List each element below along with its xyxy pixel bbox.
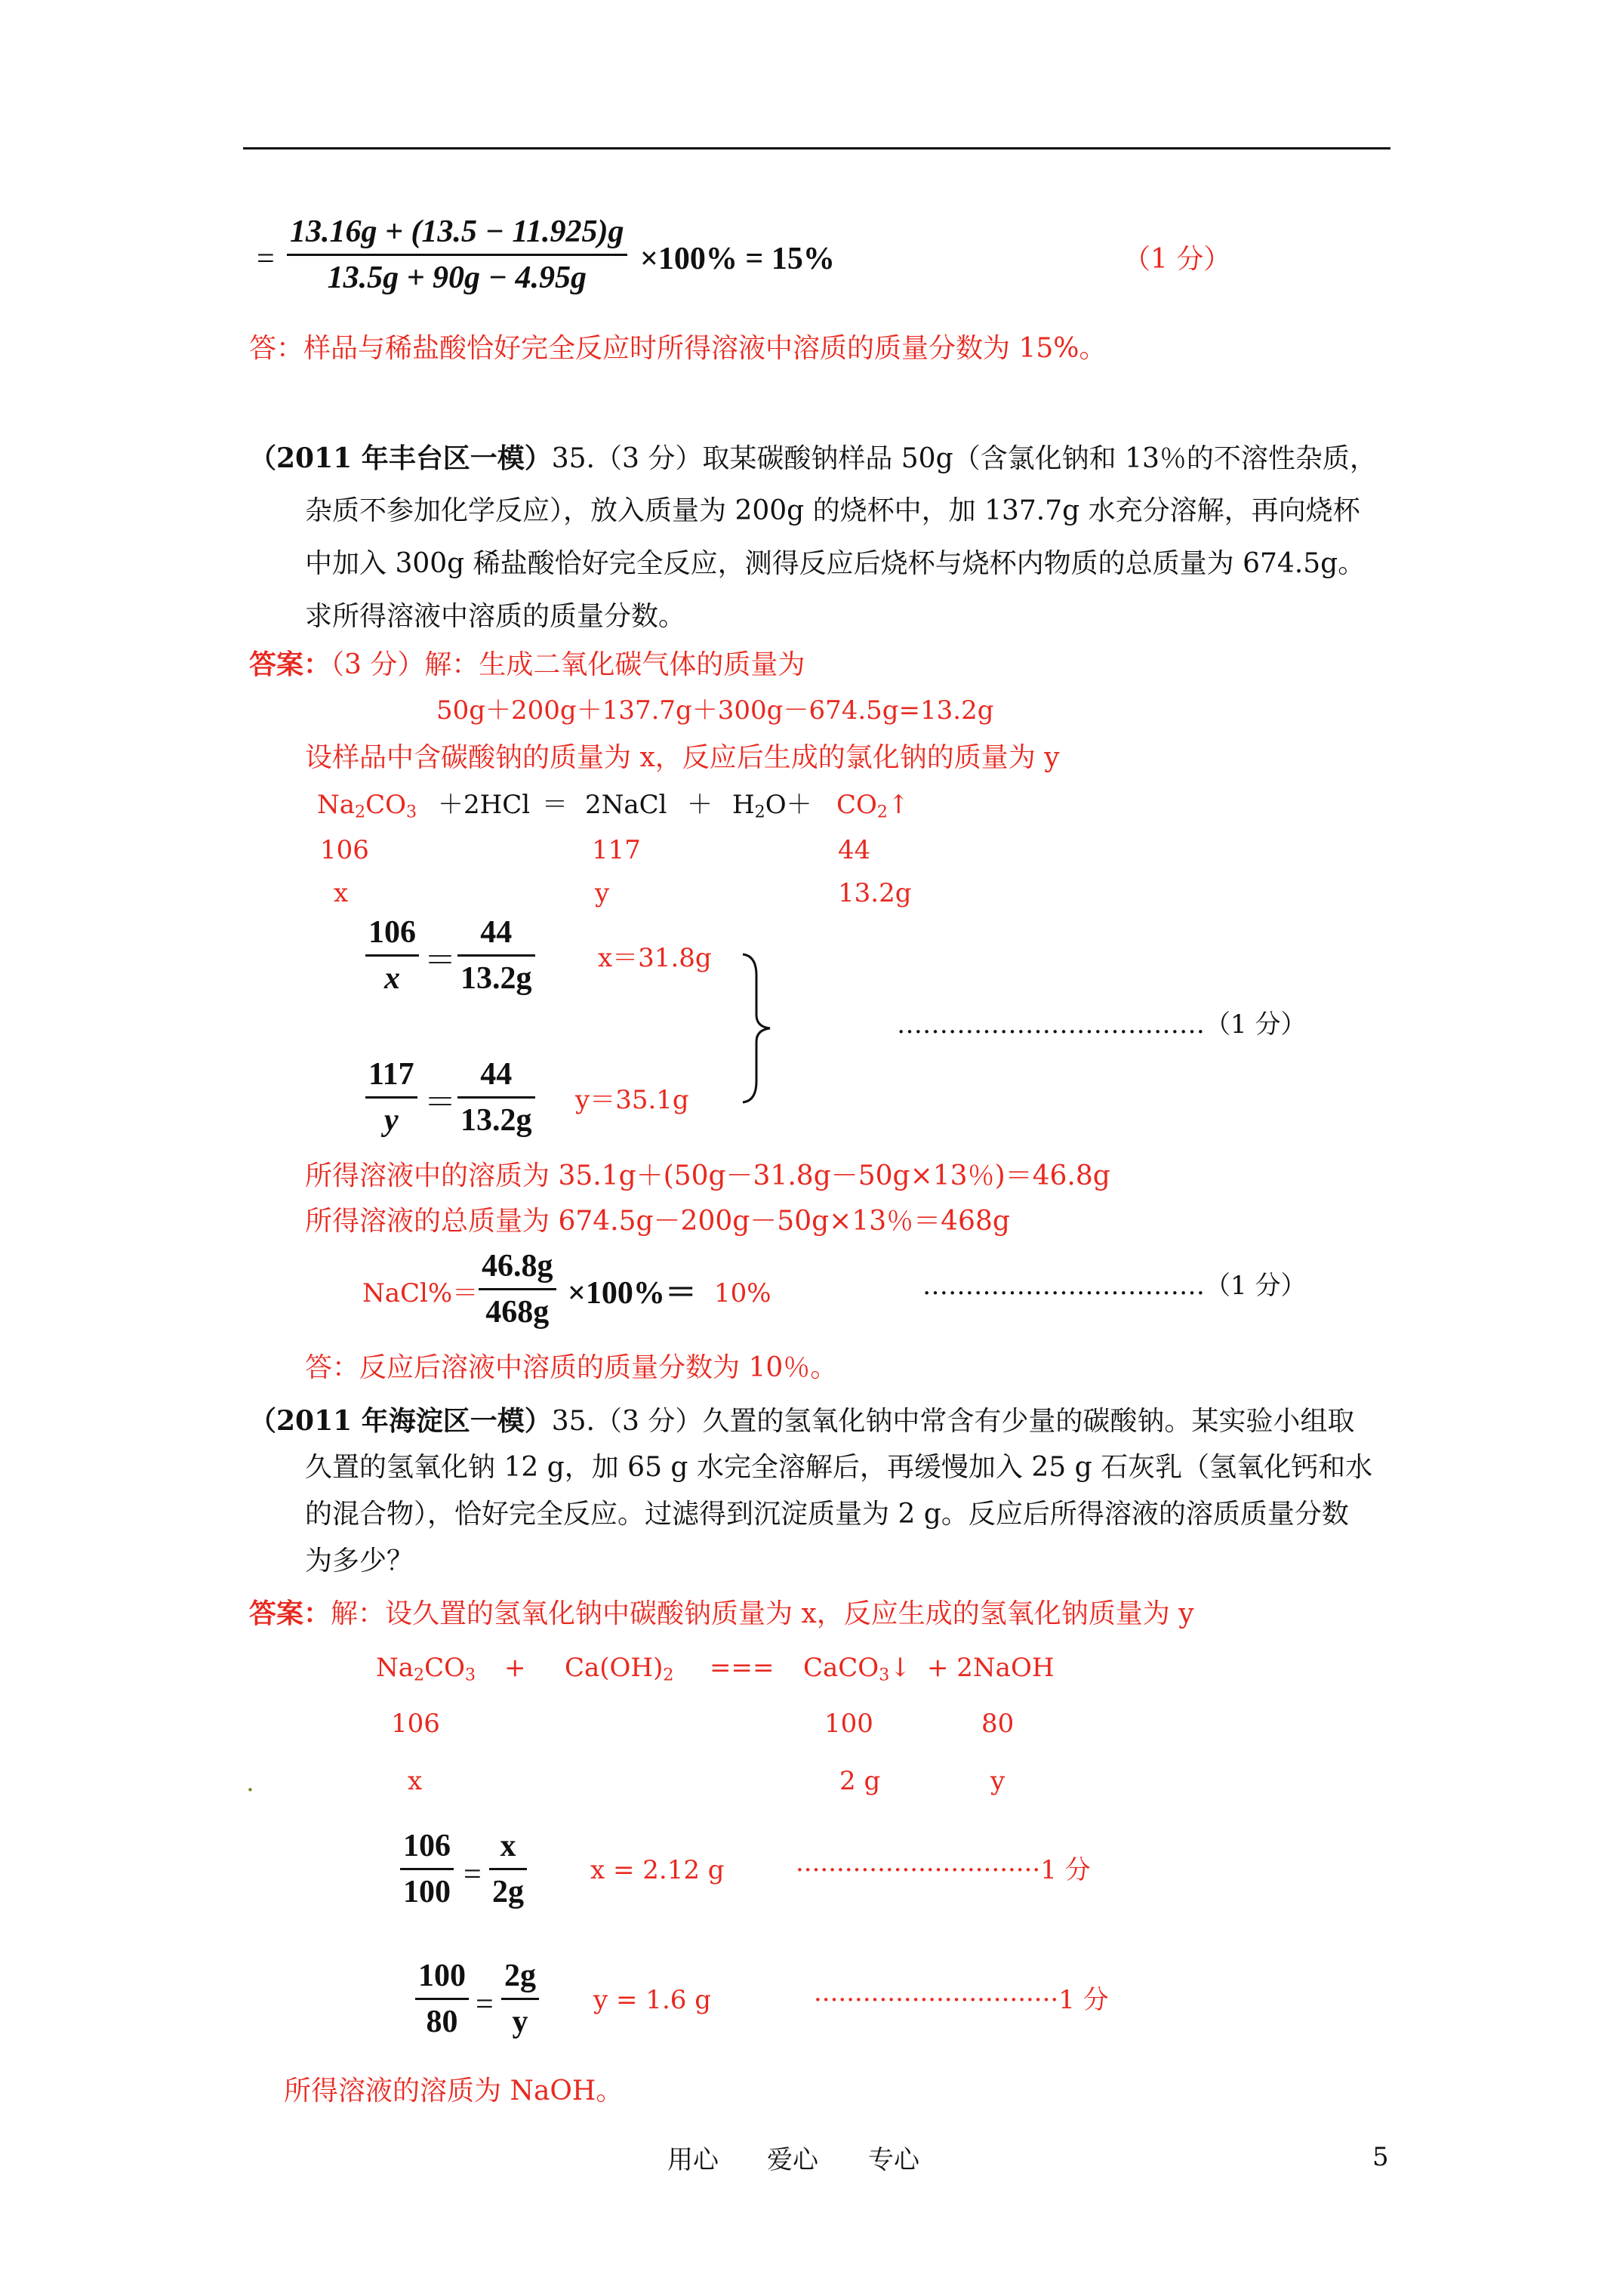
ratio-3-eq: =	[463, 1857, 482, 1892]
molar-mass-1: 106	[320, 835, 369, 865]
equation3-naoh: + 2NaOH	[927, 1653, 1055, 1683]
ratio-2-left: 117 y	[365, 1056, 417, 1139]
question-2-line-4: 求所得溶液中溶质的质量分数。	[305, 601, 686, 632]
molar-mass-2: 117	[592, 835, 641, 865]
ratio-4-right: 2g y	[501, 1957, 539, 2041]
footer-motto-3: 专心	[868, 2145, 919, 2175]
ratio-4-left: 100 80	[415, 1957, 469, 2041]
question-3-source: （2011 年海淀区一模）	[249, 1405, 552, 1437]
question-3-line-2: 久置的氢氧化钠 12 g，加 65 g 水完全溶解后，再缓慢加入 25 g 石灰乳（氢氧化钙和水	[305, 1452, 1373, 1483]
ratio-1-right: 44 13.2g	[457, 914, 535, 997]
question-3-line-4: 为多少？	[305, 1546, 414, 1576]
score-line-2: ……………………………（1 分）	[922, 1271, 1307, 1301]
top-formula-fraction	[287, 213, 627, 297]
answer-3-let-line	[249, 1597, 1194, 1631]
nacl-fraction: 46.8g 468g	[479, 1247, 556, 1331]
equation-equals: ＝	[542, 790, 568, 820]
nacl-tail: ×100%＝	[568, 1276, 697, 1311]
ratio-3-result: x = 2.12 g	[590, 1855, 725, 1885]
answer-3-solute: 所得溶液的溶质为 NaOH。	[284, 2076, 624, 2106]
answer-1: 答：样品与稀盐酸恰好完全反应时所得溶液中溶质的质量分数为 15%。	[249, 333, 1107, 364]
answer-3-let: 解：设久置的氢氧化钠中碳酸钠质量为 x，反应生成的氢氧化钠质量为 y	[331, 1598, 1194, 1629]
question-2-text-1: 35.（3 分）取某碳酸钠样品 50g（含氯化钠和 13％的不溶性杂质，	[551, 443, 1377, 474]
answer-2-calc: 50g＋200g＋137.7g＋300g－674.5g=13.2g	[436, 695, 994, 726]
a3-mass-1: 106	[391, 1709, 440, 1739]
footer-motto-1: 用心	[667, 2145, 719, 2175]
ratio-2-right: 44 13.2g	[457, 1056, 535, 1139]
page-number: 5	[1372, 2142, 1389, 2172]
a3-var-1: x	[408, 1766, 423, 1796]
answer-2-final: 答：反应后溶液中溶质的质量分数为 10％。	[305, 1352, 838, 1383]
fraction-numerator: 13.16g + (13.5 − 11.925)g	[290, 214, 624, 249]
footer-motto-2: 爱心	[767, 2145, 818, 2175]
equation3-caoh2: $Ca(OH)_2$	[565, 1653, 674, 1685]
equation-nacl: 2NaCl	[585, 790, 667, 820]
header-rule	[243, 147, 1390, 149]
nacl-result: 10%	[714, 1278, 771, 1308]
ratio-1-eq: ＝	[424, 944, 457, 978]
ratio-3-left: 106 100	[400, 1827, 454, 1911]
molar-mass-3: 44	[838, 835, 871, 865]
ratio-1-left: 106 x	[365, 914, 419, 997]
answer-3-label: 答案：	[249, 1598, 331, 1629]
a3-mass-2: 100	[824, 1709, 873, 1739]
equation-plus: ＋	[687, 790, 713, 820]
ratio-3-right: x 2g	[489, 1827, 527, 1911]
answer-2-intro-line	[249, 648, 805, 682]
equation-na2co3: $Na_2CO_3$	[317, 790, 417, 822]
question-2-line-1	[249, 442, 1377, 476]
equation3-na2co3: $Na_2CO_3$	[376, 1653, 476, 1685]
ratio-1-result: x＝31.8g	[598, 943, 712, 973]
question-2-source: （2011 年丰台区一模）	[249, 442, 552, 474]
ratio-4-eq: =	[476, 1987, 494, 2022]
question-3-line-3: 的混合物），恰好完全反应。过滤得到沉淀质量为 2 g。反应后所得溶液的溶质质量分数	[305, 1499, 1349, 1530]
question-2-line-3: 中加入 300g 稀盐酸恰好完全反应，测得反应后烧杯与烧杯内物质的总质量为 674.5g。	[305, 548, 1366, 579]
question-3-line-1	[249, 1404, 1354, 1438]
equation-co2: $CO_2↑$	[836, 790, 910, 822]
question-2-line-2: 杂质不参加化学反应），放入质量为 200g 的烧杯中，加 137.7g 水充分溶解，再向烧杯	[305, 495, 1360, 526]
a3-var-2: 2 g	[839, 1766, 881, 1796]
equation3-equals: ===	[710, 1653, 775, 1683]
top-formula-score: （1 分）	[1123, 244, 1231, 275]
a3-mass-3: 80	[981, 1709, 1015, 1739]
equation3-plus: +	[504, 1653, 526, 1683]
top-formula-tail: ×100% = 15%	[640, 242, 835, 276]
equation-hcl: ＋2HCl	[438, 790, 531, 820]
right-brace	[740, 953, 773, 1104]
answer-2-solute: 所得溶液中的溶质为 35.1g＋(50g－31.8g－50g×13％)＝46.8g	[305, 1160, 1110, 1191]
ratio-4-score: ······························1 分	[814, 1985, 1109, 2015]
a3-var-3: y	[990, 1766, 1006, 1796]
answer-2-intro: （3 分）解：生成二氧化碳气体的质量为	[331, 649, 805, 680]
answer-2-total: 所得溶液的总质量为 674.5g－200g－50g×13％＝468g	[305, 1206, 1010, 1237]
score-line-1: ………………………………（1 分）	[897, 1009, 1307, 1040]
ratio-2-result: y＝35.1g	[575, 1085, 689, 1115]
answer-2-let: 设样品中含碳酸钠的质量为 x，反应后生成的氯化钠的质量为 y	[305, 742, 1060, 773]
ratio-4-result: y = 1.6 g	[593, 1985, 711, 2015]
question-3-text-1: 35.（3 分）久置的氢氧化钠中常含有少量的碳酸钠。某实验小组取	[551, 1406, 1355, 1437]
equation3-caco3: CaCO$_3$↓	[803, 1653, 911, 1685]
ratio-3-score: ······························1 分	[796, 1855, 1091, 1885]
var-3: 13.2g	[838, 878, 912, 908]
equation-h2o: $H_2O+$	[732, 790, 812, 822]
var-2: y	[595, 878, 610, 908]
top-formula-eq: =	[257, 242, 275, 276]
fraction-denominator: 13.5g + 90g − 4.95g	[327, 260, 587, 295]
nacl-label: NaCl%＝	[362, 1278, 479, 1308]
ratio-2-eq: ＝	[424, 1086, 457, 1120]
answer-2-label: 答案：	[249, 649, 331, 680]
var-1: x	[334, 878, 349, 908]
stray-dot: .	[246, 1767, 254, 1798]
